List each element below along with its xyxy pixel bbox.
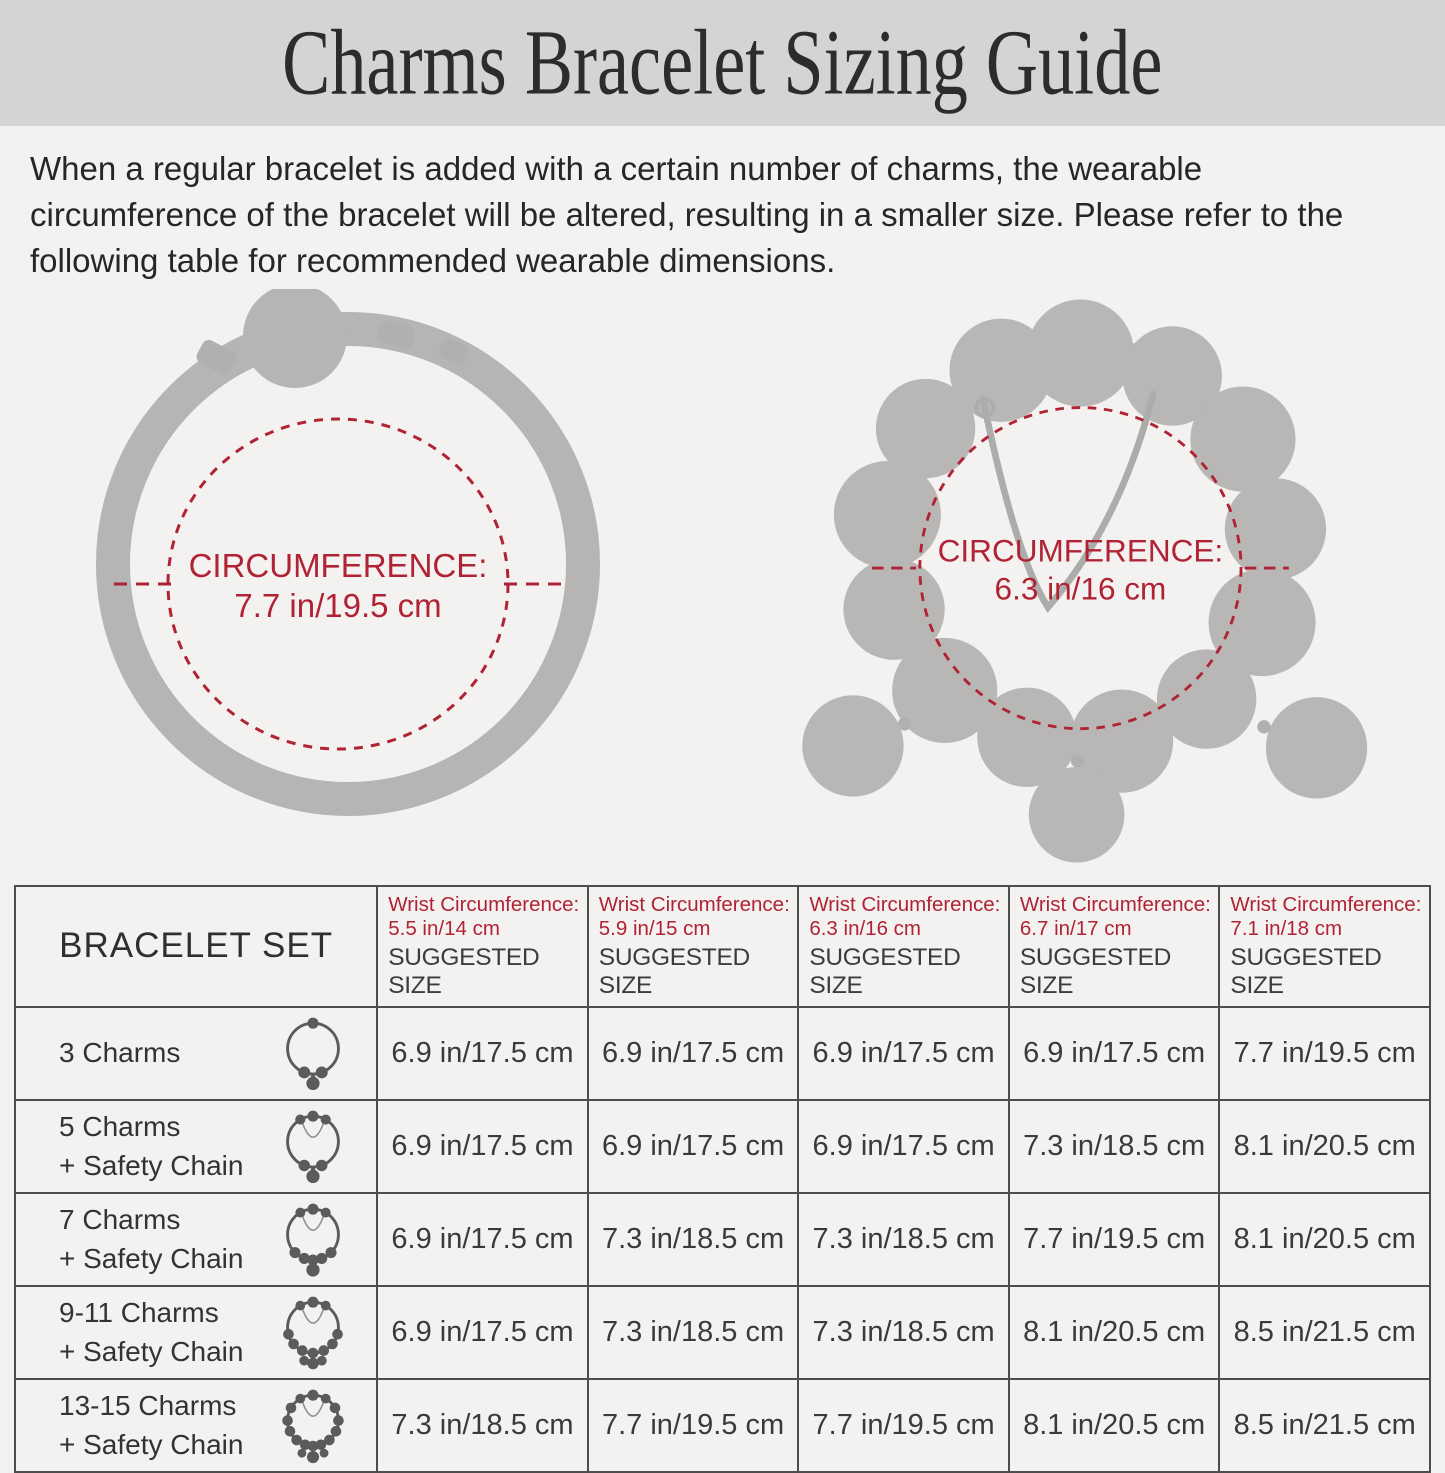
bracelet-set-header: BRACELET SET (15, 886, 377, 1007)
suggested-size-label: SUGGESTED SIZE (809, 943, 961, 999)
wrist-circumference-value: 7.1 in/18 cm (1230, 916, 1343, 940)
circumference-label: CIRCUMFERENCE: (937, 531, 1224, 568)
suggested-size-cell: 7.3 in/18.5 cm (798, 1193, 1009, 1286)
page-title: Charms Bracelet Sizing Guide (282, 11, 1163, 114)
table-row (15, 1100, 1430, 1193)
wrist-circumference-value: 5.9 in/15 cm (598, 916, 711, 940)
suggested-size-cell: 7.3 in/18.5 cm (798, 1286, 1009, 1379)
suggested-size-cell: 6.9 in/17.5 cm (377, 1193, 588, 1286)
suggested-size-cell: 6.9 in/17.5 cm (1009, 1007, 1220, 1100)
column-header-5-9in (588, 886, 799, 1007)
row-label-2: + Safety Chain (59, 1243, 244, 1275)
sizing-table (14, 885, 1431, 1473)
intro-paragraph: When a regular bracelet is added with a certain number of charms, the wearable circumference of the bracelet will be altered, resulting in a smaller size. Please refer to the following table for recommended wearable dimensions. (30, 150, 1344, 280)
table-header-row (15, 886, 1430, 1007)
wrist-circumference-value: 6.3 in/16 cm (809, 916, 921, 940)
suggested-size-cell: 6.9 in/17.5 cm (588, 1100, 799, 1193)
bracelet-set-cell (15, 1193, 377, 1286)
bracelet-3-charms-icon (277, 1011, 349, 1095)
wrist-circumference-label: Wrist Circumference: (388, 892, 580, 916)
diagram-row (0, 285, 1445, 881)
bracelet-set-cell (15, 1100, 377, 1193)
wrist-circumference-label: Wrist Circumference: (1019, 892, 1211, 916)
suggested-size-cell: 8.5 in/21.5 cm (1219, 1379, 1430, 1472)
column-header-7-1in (1219, 886, 1430, 1007)
suggested-size-cell: 6.9 in/17.5 cm (377, 1100, 588, 1193)
column-header-5-5in (377, 886, 588, 1007)
suggested-size-cell: 8.5 in/21.5 cm (1219, 1286, 1430, 1379)
suggested-size-cell: 8.1 in/20.5 cm (1219, 1100, 1430, 1193)
table-row (15, 1193, 1430, 1286)
charms-bracelet-illustration (765, 289, 1415, 874)
suggested-size-cell: 7.3 in/18.5 cm (377, 1379, 588, 1472)
bracelet-7-charms-icon (277, 1197, 349, 1281)
circumference-value: 6.3 in/16 cm (994, 570, 1167, 607)
suggested-size-cell: 7.3 in/18.5 cm (1009, 1100, 1220, 1193)
bracelet-set-cell (15, 1007, 377, 1100)
suggested-size-label: SUGGESTED SIZE (598, 943, 750, 999)
bracelet-5-charms-icon (277, 1104, 349, 1188)
title-bar (0, 0, 1445, 126)
clasp-bead (243, 289, 347, 388)
wrist-circumference-label: Wrist Circumference: (598, 892, 790, 916)
plain-bracelet-illustration (48, 289, 668, 834)
suggested-size-cell: 6.9 in/17.5 cm (588, 1007, 799, 1100)
suggested-size-cell: 6.9 in/17.5 cm (377, 1286, 588, 1379)
wrist-circumference-value: 6.7 in/17 cm (1019, 916, 1132, 940)
wrist-circumference-value: 5.5 in/14 cm (388, 916, 500, 940)
table-row (15, 1286, 1430, 1379)
wrist-circumference-label: Wrist Circumference: (809, 892, 1001, 916)
table-row (15, 1379, 1430, 1472)
suggested-size-cell: 8.1 in/20.5 cm (1009, 1379, 1220, 1472)
circumference-value: 7.7 in/19.5 cm (234, 586, 442, 624)
suggested-size-label: SUGGESTED SIZE (1230, 943, 1382, 999)
row-label-2: + Safety Chain (59, 1150, 244, 1182)
bracelet-set-cell (15, 1379, 377, 1472)
suggested-size-cell: 6.9 in/17.5 cm (377, 1007, 588, 1100)
row-label: 3 Charms (59, 1037, 181, 1069)
row-label: 7 Charms (59, 1203, 181, 1235)
column-header-6-3in (798, 886, 1009, 1007)
row-label: 13-15 Charms (59, 1389, 237, 1421)
row-label: 5 Charms (59, 1110, 181, 1142)
circumference-dashed-circle (114, 419, 562, 749)
suggested-size-cell: 7.7 in/19.5 cm (1009, 1193, 1220, 1286)
suggested-size-cell: 6.9 in/17.5 cm (798, 1100, 1009, 1193)
column-header-6-7in (1009, 886, 1220, 1007)
suggested-size-label: SUGGESTED SIZE (388, 943, 540, 999)
suggested-size-cell: 7.7 in/19.5 cm (798, 1379, 1009, 1472)
row-label-2: + Safety Chain (59, 1429, 244, 1461)
bracelet-9-11-charms-icon (277, 1290, 349, 1374)
suggested-size-cell: 7.7 in/19.5 cm (588, 1379, 799, 1472)
circumference-label: CIRCUMFERENCE: (188, 546, 488, 584)
row-label: 9-11 Charms (59, 1296, 219, 1328)
suggested-size-cell: 6.9 in/17.5 cm (798, 1007, 1009, 1100)
bracelet-13-15-charms-icon (277, 1383, 349, 1467)
table-row (15, 1007, 1430, 1100)
bracelet-set-cell (15, 1286, 377, 1379)
suggested-size-cell: 7.3 in/18.5 cm (588, 1193, 799, 1286)
wrist-circumference-label: Wrist Circumference: (1230, 892, 1422, 916)
suggested-size-cell: 7.3 in/18.5 cm (588, 1286, 799, 1379)
row-label-2: + Safety Chain (59, 1336, 244, 1368)
suggested-size-cell: 7.7 in/19.5 cm (1219, 1007, 1430, 1100)
suggested-size-cell: 8.1 in/20.5 cm (1219, 1193, 1430, 1286)
suggested-size-label: SUGGESTED SIZE (1019, 943, 1172, 999)
suggested-size-cell: 8.1 in/20.5 cm (1009, 1286, 1220, 1379)
